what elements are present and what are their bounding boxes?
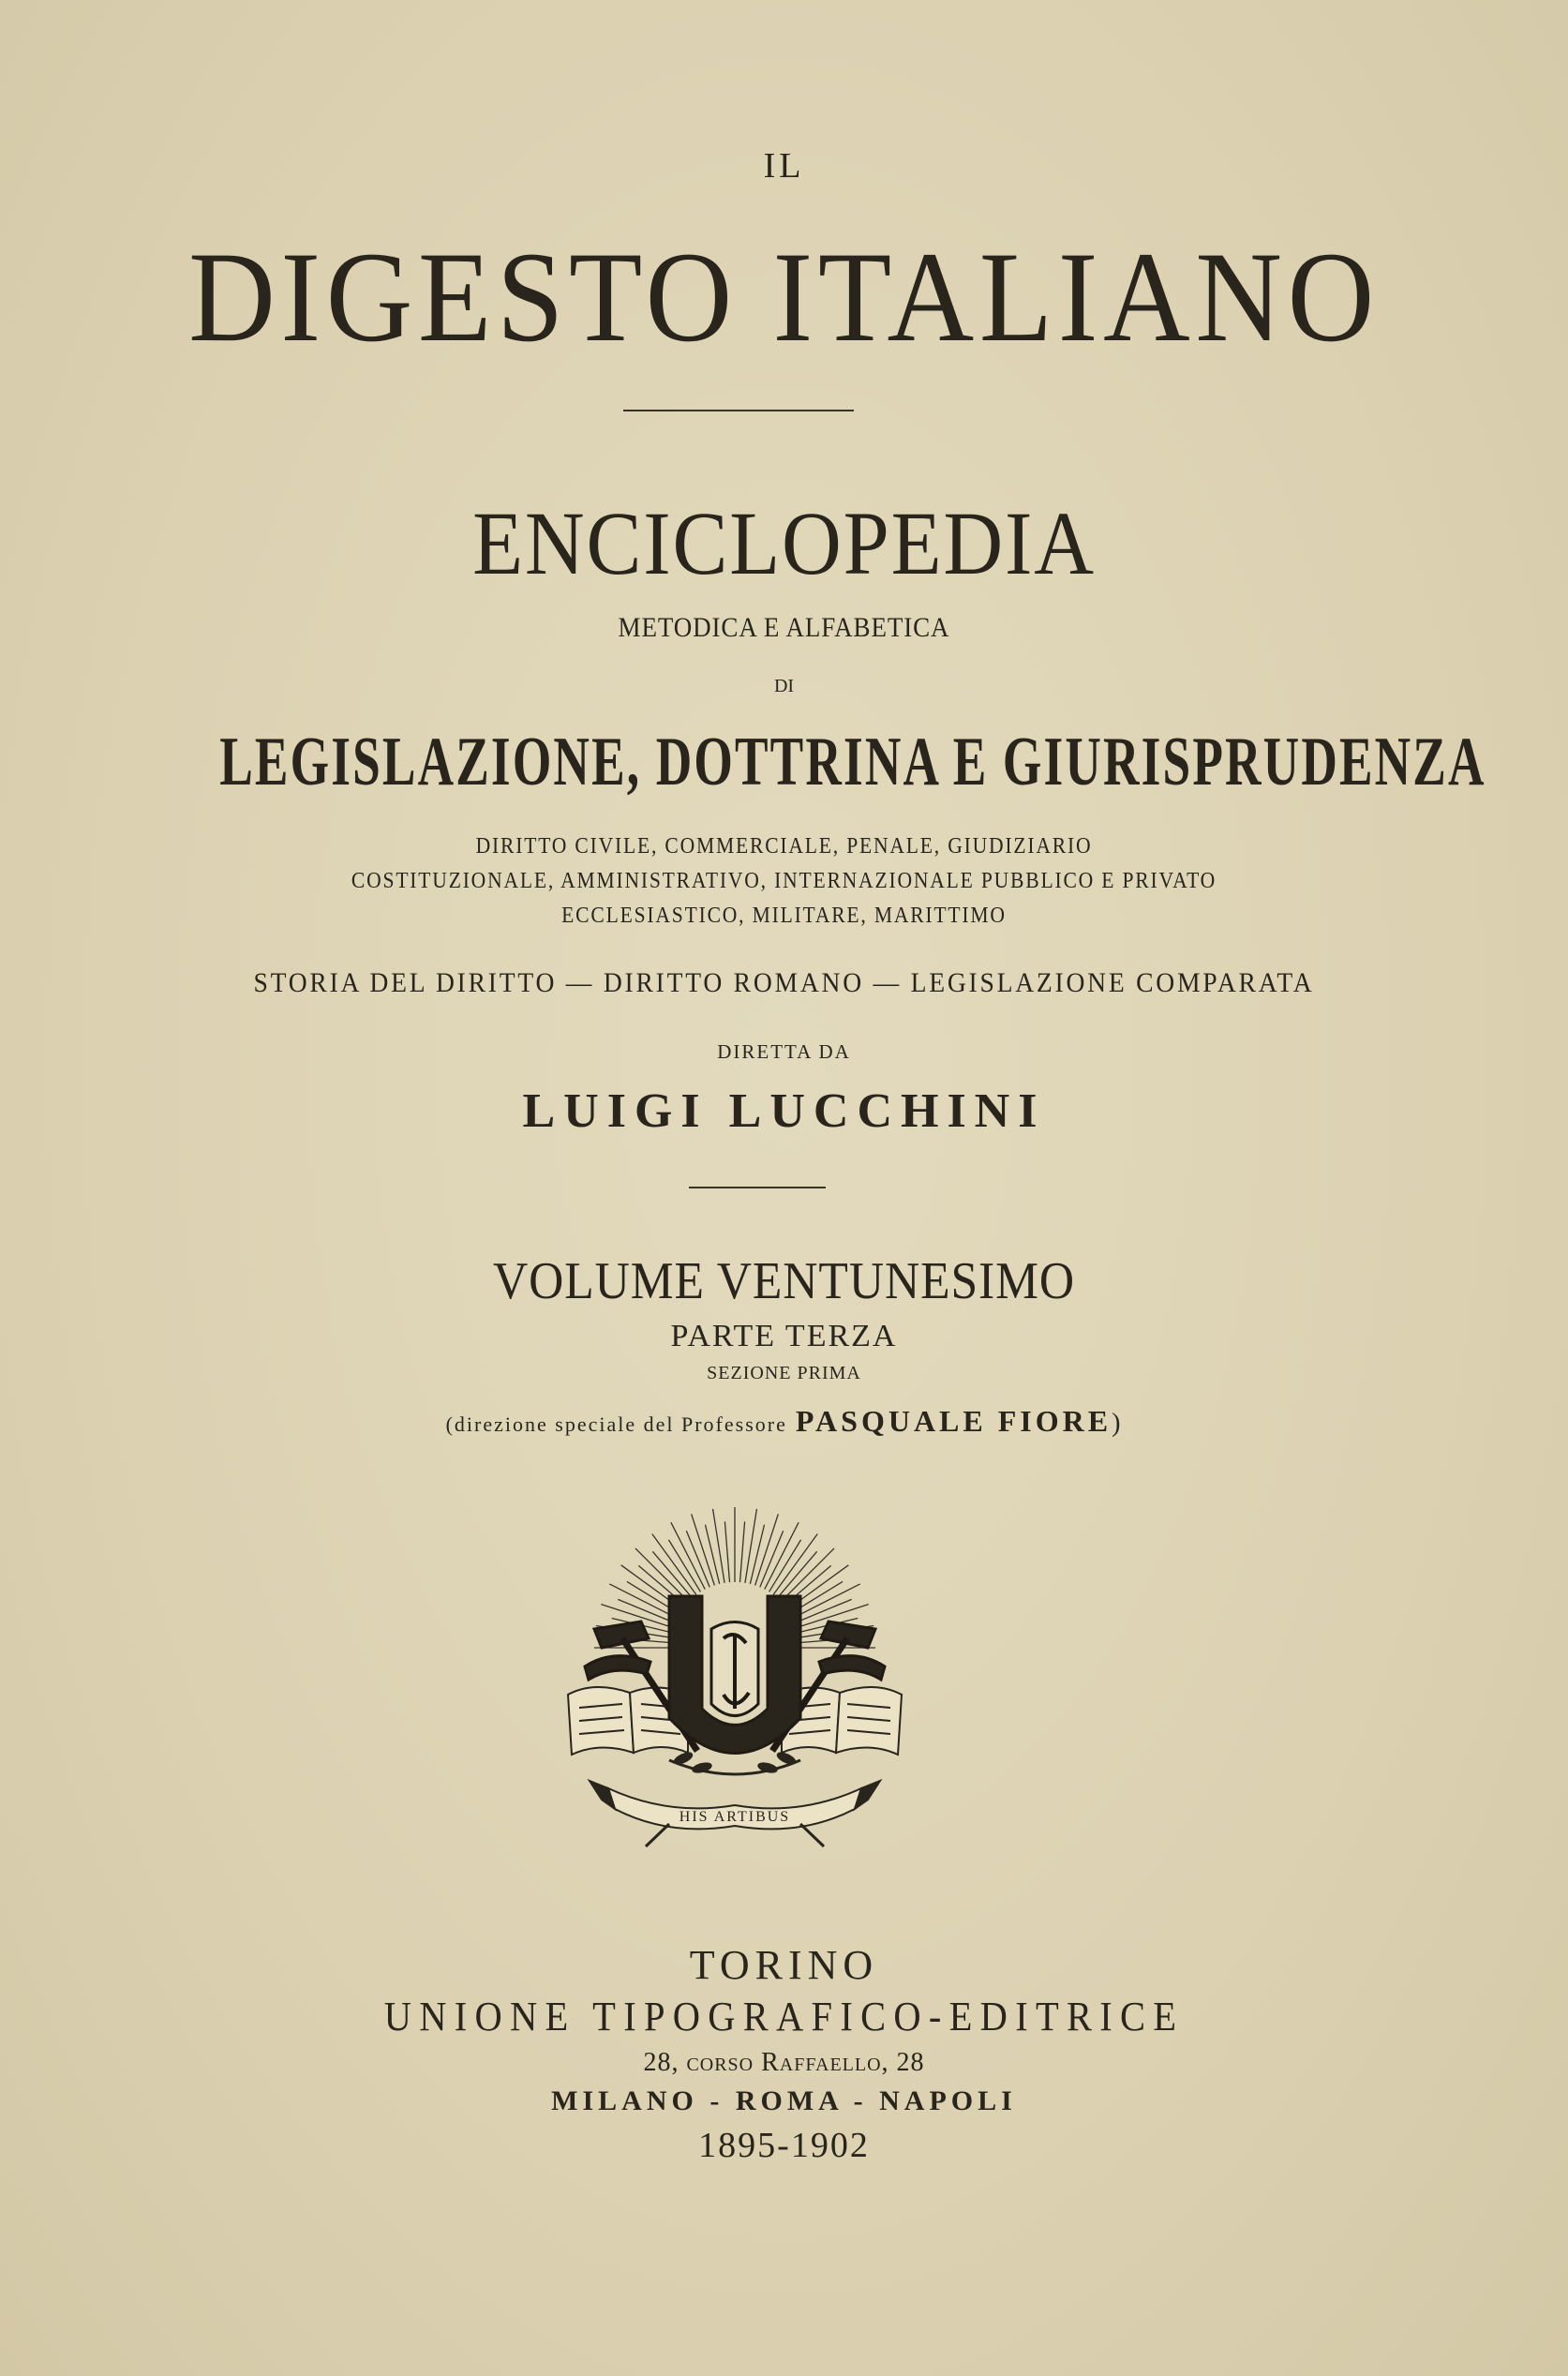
divider-top xyxy=(623,410,854,411)
of-connector: DI xyxy=(773,676,795,696)
sunburst-ray xyxy=(769,1540,801,1591)
direction-prefix: (direzione speciale del Professore xyxy=(445,1412,787,1436)
sunburst-ray xyxy=(750,1525,764,1584)
subjects-line-2: COSTITUZIONALE, AMMINISTRATIVO, INTERNAZIONALE PUBBLICO E PRIVATO xyxy=(351,869,1217,893)
main-title: DIGESTO ITALIANO xyxy=(188,225,1380,368)
sunburst-ray xyxy=(705,1525,719,1584)
subjects-line-1: DIRITTO CIVILE, COMMERCIALE, PENALE, GIUDIZIARIO xyxy=(475,834,1093,859)
imprint-publisher: UNIONE TIPOGRAFICO-EDITRICE xyxy=(383,1994,1185,2040)
volume-part: PARTE TERZA xyxy=(670,1319,898,1353)
title-article: IL xyxy=(763,146,805,186)
encyclopedia-heading: ENCICLOPEDIA xyxy=(472,493,1096,593)
volume-title: VOLUME VENTUNESIMO xyxy=(493,1252,1075,1310)
sunburst-ray xyxy=(652,1551,692,1597)
divider-middle xyxy=(689,1187,826,1188)
sunburst-ray xyxy=(781,1548,834,1602)
professor-name: PASQUALE FIORE xyxy=(795,1404,1113,1438)
method-subtitle: METODICA E ALFABETICA xyxy=(618,612,950,643)
fields-heading: LEGISLAZIONE, DOTTRINA E GIURISPRUDENZA xyxy=(219,724,1486,800)
subjects-line-3: ECCLESIASTICO, MILITARE, MARITTIMO xyxy=(561,904,1007,928)
imprint-city: TORINO xyxy=(689,1942,879,1988)
direction-suffix: ) xyxy=(1112,1409,1123,1438)
imprint-address-text: 28, corso Raffaello, 28 xyxy=(643,2048,925,2077)
imprint-address xyxy=(0,2050,1568,2076)
imprint-years: 1895-1902 xyxy=(698,2126,870,2165)
sunburst-ray xyxy=(745,1509,757,1583)
history-line: STORIA DEL DIRITTO — DIRITTO ROMANO — LEGISLAZIONE COMPARATA xyxy=(253,967,1315,998)
sunburst-ray xyxy=(635,1548,689,1602)
editor-name: LUIGI LUCCHINI xyxy=(522,1084,1046,1138)
special-direction xyxy=(0,1406,1568,1437)
motto-text: HIS ARTIBUS xyxy=(679,1809,791,1825)
sunburst-ray xyxy=(668,1540,700,1591)
imprint-branches: MILANO - ROMA - NAPOLI xyxy=(551,2085,1017,2116)
sunburst-ray xyxy=(739,1521,744,1582)
sunburst-ray xyxy=(773,1534,817,1595)
volume-section: SEZIONE PRIMA xyxy=(707,1363,861,1383)
monogram-icon xyxy=(669,1596,800,1754)
sunburst-ray xyxy=(652,1534,696,1595)
directed-by-label: DIRETTA DA xyxy=(717,1040,851,1063)
sunburst-ray xyxy=(777,1551,816,1597)
publisher-emblem-icon xyxy=(557,1507,913,1854)
sunburst-ray xyxy=(724,1521,729,1582)
sunburst-ray xyxy=(713,1509,725,1583)
